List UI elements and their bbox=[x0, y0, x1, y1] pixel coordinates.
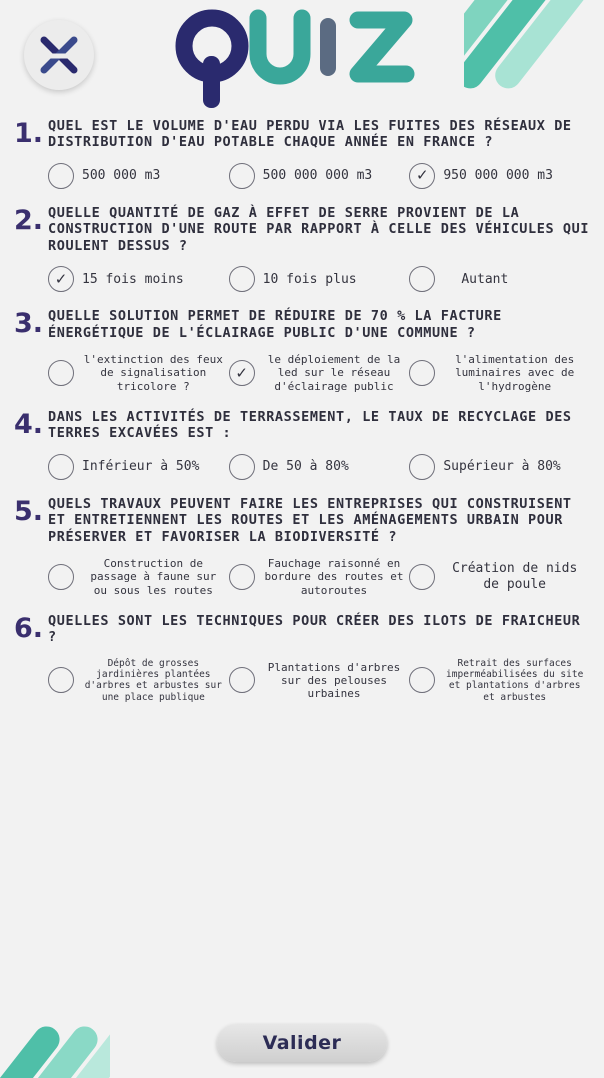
option-label: Fauchage raisonné en bordure des routes et autoroutes bbox=[264, 557, 404, 597]
question-text: QUELS TRAVAUX PEUVENT FAIRE LES ENTREPRISES QUI CONSTRUISENT ET ENTRETIENNENT LES ROUTES ET LES AMÉNAGEMENTS URBAIN POUR PRÉSERVER ET FAVORISER LA BIODIVERSITÉ ? bbox=[48, 495, 572, 545]
question-number: 4. bbox=[14, 408, 44, 440]
radio-icon[interactable] bbox=[229, 266, 255, 292]
radio-icon[interactable] bbox=[229, 454, 255, 480]
radio-icon[interactable] bbox=[48, 667, 74, 693]
option-3[interactable] bbox=[409, 163, 590, 189]
radio-icon[interactable] bbox=[229, 163, 255, 189]
options-group bbox=[48, 658, 590, 704]
radio-icon[interactable] bbox=[48, 454, 74, 480]
option-1[interactable] bbox=[48, 557, 229, 597]
check-icon: ✓ bbox=[416, 167, 429, 185]
option-label: l'alimentation des luminaires avec de l'hydrogène bbox=[455, 353, 575, 393]
option-1[interactable] bbox=[48, 163, 229, 189]
x-logo-icon bbox=[36, 32, 82, 78]
radio-icon[interactable] bbox=[48, 564, 74, 590]
options-group bbox=[48, 454, 590, 480]
option-2[interactable] bbox=[229, 266, 410, 292]
question-number: 1. bbox=[14, 118, 44, 149]
question-text: QUEL EST LE VOLUME D'EAU PERDU VIA LES FUITES DES RÉSEAUX DE DISTRIBUTION D'EAU POTABLE CHAQUE ANNÉE EN FRANCE ? bbox=[48, 118, 572, 151]
question-number: 5. bbox=[14, 495, 44, 527]
question-1 bbox=[14, 118, 590, 199]
radio-icon[interactable] bbox=[48, 163, 74, 189]
check-icon: ✓ bbox=[235, 364, 248, 382]
radio-icon[interactable] bbox=[409, 360, 435, 386]
question-3 bbox=[14, 308, 590, 403]
radio-icon[interactable] bbox=[229, 360, 255, 386]
option-label: Retrait des surfaces imperméabilisées du site et plantations d'arbres et arbustes bbox=[446, 657, 584, 703]
option-3[interactable] bbox=[409, 353, 590, 393]
validate-button[interactable]: Valider bbox=[217, 1024, 387, 1062]
option-label: le déploiement de la led sur le réseau d'éclairage public bbox=[267, 353, 401, 393]
radio-icon[interactable] bbox=[409, 163, 435, 189]
questions-list bbox=[0, 118, 604, 713]
option-label: Autant bbox=[461, 271, 509, 287]
option-label: 10 fois plus bbox=[262, 271, 357, 287]
option-3[interactable] bbox=[409, 658, 590, 704]
option-label: Construction de passage à faune sur ou sous les routes bbox=[90, 557, 217, 597]
header bbox=[0, 0, 604, 118]
options-group bbox=[48, 163, 590, 189]
check-icon: ✓ bbox=[54, 270, 68, 288]
options-group bbox=[48, 266, 590, 292]
question-6 bbox=[14, 613, 590, 714]
option-1[interactable] bbox=[48, 454, 229, 480]
option-2[interactable] bbox=[229, 658, 410, 704]
option-2[interactable] bbox=[229, 557, 410, 597]
option-label: De 50 à 80% bbox=[262, 458, 349, 474]
question-number: 6. bbox=[14, 612, 44, 644]
radio-icon[interactable] bbox=[229, 667, 255, 693]
option-2[interactable] bbox=[229, 353, 410, 393]
option-label: Plantations d'arbres sur des pelouses urbaines bbox=[267, 660, 401, 701]
question-text: QUELLE SOLUTION PERMET DE RÉDUIRE DE 70 % LA FACTURE ÉNERGÉTIQUE DE L'ÉCLAIRAGE PUBLIC D'UNE COMMUNE ? bbox=[48, 308, 502, 341]
radio-icon[interactable] bbox=[409, 266, 435, 292]
radio-icon[interactable] bbox=[48, 360, 74, 386]
option-label: 500 000 m3 bbox=[82, 168, 161, 184]
option-3[interactable] bbox=[409, 557, 590, 597]
footer bbox=[0, 1024, 604, 1062]
radio-icon[interactable] bbox=[409, 667, 435, 693]
option-label: Inférieur à 50% bbox=[82, 458, 200, 474]
option-1[interactable] bbox=[48, 353, 229, 393]
options-group bbox=[48, 557, 590, 597]
app-logo-badge[interactable] bbox=[24, 20, 94, 90]
radio-icon[interactable] bbox=[229, 564, 255, 590]
option-label: Création de nids de poule bbox=[452, 561, 578, 592]
option-label: 950 000 000 m3 bbox=[443, 168, 553, 184]
option-label: 500 000 000 m3 bbox=[262, 168, 373, 184]
option-label: Supérieur à 80% bbox=[443, 458, 561, 474]
question-5 bbox=[14, 496, 590, 607]
question-number: 2. bbox=[14, 204, 44, 236]
radio-icon[interactable] bbox=[409, 564, 435, 590]
radio-icon[interactable] bbox=[48, 266, 74, 292]
question-2 bbox=[14, 205, 590, 302]
question-text: DANS LES ACTIVITÉS DE TERRASSEMENT, LE TAUX DE RECYCLAGE DES TERRES EXCAVÉES EST : bbox=[48, 408, 572, 442]
option-3[interactable] bbox=[409, 454, 590, 480]
option-1[interactable] bbox=[48, 266, 229, 292]
options-group bbox=[48, 353, 590, 393]
option-2[interactable] bbox=[229, 163, 410, 189]
question-text: QUELLE QUANTITÉ DE GAZ À EFFET DE SERRE PROVIENT DE LA CONSTRUCTION D'UNE ROUTE PAR RAPPORT À CELLE DES VÉHICULES QUI ROULENT DESSUS ? bbox=[48, 204, 590, 254]
question-number: 3. bbox=[14, 308, 44, 340]
radio-icon[interactable] bbox=[409, 454, 435, 480]
option-3[interactable] bbox=[409, 266, 590, 292]
option-label: l'extinction des feux de signalisation tricolore ? bbox=[83, 353, 223, 393]
question-text: QUELLES SONT LES TECHNIQUES POUR CRÉER DES ILOTS DE FRAICHEUR ? bbox=[48, 612, 581, 646]
option-label: Dépôt de grosses jardinières plantées d'arbres et arbustes sur une place publique bbox=[84, 657, 222, 703]
option-2[interactable] bbox=[229, 454, 410, 480]
question-4 bbox=[14, 409, 590, 490]
option-1[interactable] bbox=[48, 658, 229, 704]
quiz-wordmark-icon bbox=[172, 6, 432, 114]
option-label: 15 fois moins bbox=[82, 271, 184, 287]
